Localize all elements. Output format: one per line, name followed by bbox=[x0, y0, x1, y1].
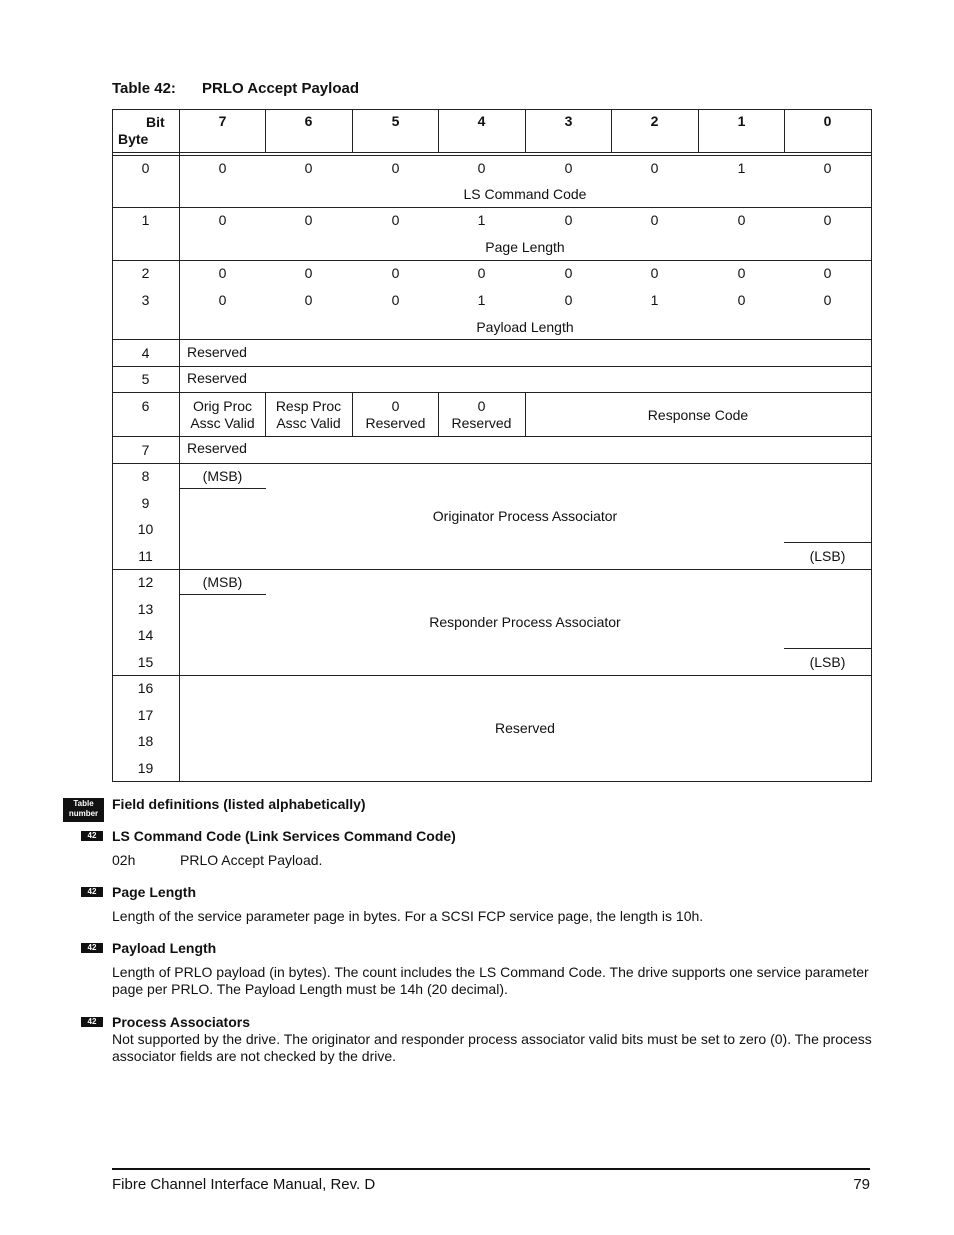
bit-value: 0 bbox=[823, 265, 832, 281]
process-associators-desc-line2: associator fields are not checked by the drive. bbox=[112, 1048, 397, 1064]
resp-proc-line1: Resp Proc bbox=[275, 398, 342, 414]
table-number-badge: 42 bbox=[81, 831, 103, 841]
bit-value: 0 bbox=[391, 265, 400, 281]
field-label: Reserved bbox=[187, 344, 247, 360]
byte-number: 14 bbox=[137, 627, 154, 643]
table-number-badge: 42 bbox=[81, 1017, 103, 1027]
bit-value: 0 bbox=[218, 292, 227, 308]
resp-proc-assc-valid bbox=[265, 398, 352, 432]
row-separator bbox=[112, 463, 872, 464]
ls-command-code-title: LS Command Code (Link Services Command Code) bbox=[112, 828, 456, 844]
bit-header: 4 bbox=[477, 113, 486, 129]
field-label: Page Length bbox=[485, 239, 565, 255]
byte-number: 19 bbox=[137, 760, 154, 776]
byte-number: 13 bbox=[137, 601, 154, 617]
byte-number: 9 bbox=[141, 495, 150, 511]
byte-number: 0 bbox=[141, 160, 150, 176]
orig-proc-line1: Orig Proc bbox=[192, 398, 253, 414]
lsb-rule bbox=[784, 542, 872, 543]
footer-page-number: 79 bbox=[853, 1176, 870, 1193]
row-separator bbox=[112, 569, 872, 570]
field-label: Payload Length bbox=[476, 319, 574, 335]
reserved-bit5 bbox=[352, 398, 439, 432]
lsb-label: (LSB) bbox=[809, 548, 846, 564]
bit-value: 0 bbox=[650, 265, 659, 281]
bit-value: 0 bbox=[823, 212, 832, 228]
page-length-title: Page Length bbox=[112, 884, 197, 900]
bit-value: 0 bbox=[477, 160, 486, 176]
reserved-bit5-label: Reserved bbox=[365, 415, 426, 431]
byte-number: 10 bbox=[137, 521, 154, 537]
bit-value: 0 bbox=[737, 265, 746, 281]
process-associators-desc-line1: Not supported by the drive. The originator and responder process associator valid bits must be set to zero (0). The process bbox=[112, 1031, 872, 1047]
bit-value: 0 bbox=[218, 265, 227, 281]
bit-value: 0 bbox=[564, 212, 573, 228]
row-separator bbox=[112, 260, 872, 261]
row-separator bbox=[112, 436, 872, 437]
byte-number: 4 bbox=[141, 345, 150, 361]
bit-value: 1 bbox=[477, 292, 486, 308]
row-separator bbox=[112, 207, 872, 208]
field-definitions-heading: Field definitions (listed alphabetically) bbox=[112, 796, 366, 812]
msb-label: (MSB) bbox=[202, 574, 243, 590]
resp-proc-line2: Assc Valid bbox=[276, 415, 341, 431]
byte-number: 2 bbox=[141, 265, 150, 281]
table-border bbox=[871, 109, 872, 782]
table-title: PRLO Accept Payload bbox=[202, 80, 359, 97]
footer-document-title: Fibre Channel Interface Manual, Rev. D bbox=[112, 1176, 376, 1193]
table-number: Table 42: bbox=[112, 80, 176, 97]
reserved-bit4-label: Reserved bbox=[451, 415, 512, 431]
bit-header: 5 bbox=[391, 113, 400, 129]
bit-value: 1 bbox=[737, 160, 746, 176]
byte-number: 16 bbox=[137, 680, 154, 696]
header-rule bbox=[112, 152, 872, 153]
byte-number: 7 bbox=[141, 442, 150, 458]
bit-value: 0 bbox=[564, 160, 573, 176]
process-associators-desc bbox=[112, 1031, 872, 1065]
reserved-bit4-value: 0 bbox=[477, 398, 486, 414]
bit-header: 7 bbox=[218, 113, 227, 129]
page-length-desc: Length of the service parameter page in bytes. For a SCSI FCP service page, the length is 10h. bbox=[112, 908, 704, 924]
orig-proc-line2: Assc Valid bbox=[190, 415, 255, 431]
reserved-bit4 bbox=[438, 398, 525, 432]
byte-number: 18 bbox=[137, 733, 154, 749]
bit-header: 2 bbox=[650, 113, 659, 129]
header-byte-label: Byte bbox=[118, 131, 149, 147]
bit-value: 0 bbox=[304, 160, 313, 176]
byte-number: 8 bbox=[141, 468, 150, 484]
bit-value: 0 bbox=[650, 160, 659, 176]
bit-value: 0 bbox=[218, 212, 227, 228]
table-number-badge: 42 bbox=[81, 943, 103, 953]
field-label: Reserved bbox=[187, 370, 247, 386]
badge-line2: number bbox=[68, 809, 99, 818]
prlo-accept-payload-table bbox=[112, 109, 872, 782]
payload-length-title: Payload Length bbox=[112, 940, 217, 956]
msb-rule bbox=[179, 488, 266, 489]
field-label: LS Command Code bbox=[463, 186, 587, 202]
bit-value: 0 bbox=[564, 265, 573, 281]
bit-value: 0 bbox=[391, 292, 400, 308]
msb-rule bbox=[179, 594, 266, 595]
footer-rule bbox=[112, 1168, 870, 1170]
bit-value: 1 bbox=[650, 292, 659, 308]
bit-value: 0 bbox=[823, 160, 832, 176]
ls-command-code-value: 02h bbox=[112, 852, 136, 868]
byte-number: 6 bbox=[141, 398, 150, 414]
byte-number: 3 bbox=[141, 292, 150, 308]
bit-value: 0 bbox=[391, 160, 400, 176]
lsb-rule bbox=[784, 648, 872, 649]
table-number-badge: 42 bbox=[81, 887, 103, 897]
bit-header: 3 bbox=[564, 113, 573, 129]
badge-line1: Table bbox=[73, 799, 94, 808]
table-number-badge bbox=[63, 798, 104, 822]
bit-value: 0 bbox=[304, 212, 313, 228]
payload-length-desc-line1: Length of PRLO payload (in bytes). The count includes the LS Command Code. The drive supports one service parameter bbox=[112, 964, 869, 980]
bit-value: 0 bbox=[823, 292, 832, 308]
bit-value: 0 bbox=[650, 212, 659, 228]
row-separator bbox=[112, 339, 872, 340]
row-separator bbox=[112, 366, 872, 367]
byte-number: 15 bbox=[137, 654, 154, 670]
bit-header: 1 bbox=[737, 113, 746, 129]
byte-column-divider bbox=[179, 109, 180, 782]
bit-value: 0 bbox=[477, 265, 486, 281]
bit-value: 0 bbox=[218, 160, 227, 176]
table-border bbox=[112, 781, 872, 782]
field-label: Reserved bbox=[187, 440, 247, 456]
bit-value: 0 bbox=[737, 212, 746, 228]
bit-value: 0 bbox=[391, 212, 400, 228]
bit-value: 0 bbox=[304, 265, 313, 281]
ls-command-code-desc: PRLO Accept Payload. bbox=[180, 852, 323, 868]
lsb-label: (LSB) bbox=[809, 654, 846, 670]
bit-header: 6 bbox=[304, 113, 313, 129]
bit-value: 1 bbox=[477, 212, 486, 228]
bit-value: 0 bbox=[304, 292, 313, 308]
byte-number: 5 bbox=[141, 371, 150, 387]
orig-proc-assc-valid bbox=[179, 398, 266, 432]
payload-length-desc-line2: page per PRLO. The Payload Length must be 14h (20 decimal). bbox=[112, 981, 508, 997]
msb-label: (MSB) bbox=[202, 468, 243, 484]
header-bit-label: Bit bbox=[146, 114, 165, 130]
responder-process-associator: Responder Process Associator bbox=[429, 614, 621, 630]
header-rule bbox=[112, 155, 872, 156]
byte-number: 17 bbox=[137, 707, 154, 723]
process-associators-title: Process Associators bbox=[112, 1014, 250, 1030]
bit-header: 0 bbox=[823, 113, 832, 129]
byte-number: 11 bbox=[138, 548, 153, 564]
byte-number: 1 bbox=[141, 212, 150, 228]
reserved-bit5-value: 0 bbox=[391, 398, 400, 414]
payload-length-desc bbox=[112, 964, 872, 998]
row-separator bbox=[112, 392, 872, 393]
row-separator bbox=[112, 675, 872, 676]
originator-process-associator: Originator Process Associator bbox=[432, 508, 618, 524]
reserved-block-label: Reserved bbox=[495, 720, 555, 736]
table-border bbox=[112, 109, 872, 110]
bit-value: 0 bbox=[564, 292, 573, 308]
response-code: Response Code bbox=[647, 407, 749, 423]
bit-value: 0 bbox=[737, 292, 746, 308]
table-caption bbox=[112, 80, 359, 97]
byte-number: 12 bbox=[137, 574, 154, 590]
